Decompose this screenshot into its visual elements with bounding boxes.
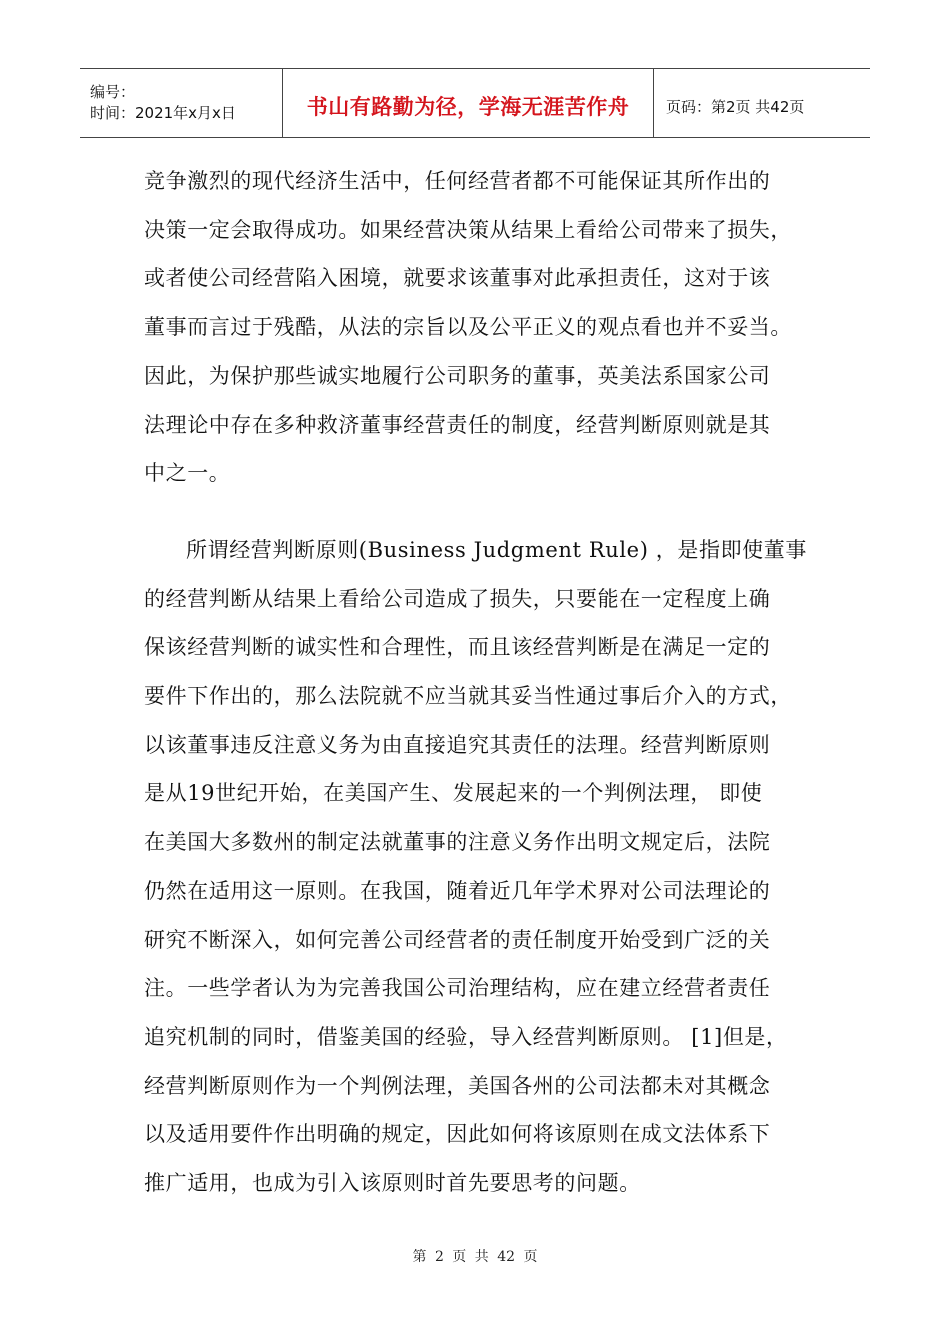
- text-line: 是从19世纪开始，在美国产生、发展起来的一个判例法理， 即使: [144, 781, 763, 806]
- header-motto: 书山有路勤为径，学海无涯苦作舟: [306, 95, 630, 119]
- text-line: 研究不断深入，如何完善公司经营者的责任制度开始受到广泛的关: [144, 927, 771, 952]
- paragraph-2: [144, 526, 808, 1208]
- document-time-label: 时间：2021年x月x日: [90, 104, 236, 122]
- paragraph-1: [144, 157, 808, 498]
- text-line: 保该经营判断的诚实性和合理性，而且该经营判断是在满足一定的: [144, 635, 771, 660]
- page-footer: [0, 1246, 950, 1266]
- text-line: 竞争激烈的现代经济生活中，任何经营者都不可能保证其所作出的: [144, 169, 771, 193]
- text-line: 的经营判断从结果上看给公司造成了损失，只要能在一定程度上确: [144, 586, 771, 611]
- text-line: 仍然在适用这一原则。在我国，随着近几年学术界对公司法理论的: [144, 878, 771, 903]
- page-header: [80, 68, 870, 138]
- text-line: 要件下作出的，那么法院就不应当就其妥当性通过事后介入的方式，: [144, 684, 792, 709]
- text-line: 在美国大多数州的制定法就董事的注意义务作出明文规定后，法院: [144, 830, 771, 855]
- document-body: [144, 157, 808, 1208]
- text-line: 因此，为保护那些诚实地履行公司职务的董事，英美法系国家公司: [144, 363, 771, 388]
- header-page-cell: [654, 69, 870, 137]
- footer-page-number: 第 2 页 共 42 页: [412, 1249, 538, 1265]
- text-line: 以该董事违反注意义务为由直接追究其责任的法理。经营判断原则: [144, 732, 771, 757]
- header-page-number: 页码：第2页 共42页: [666, 97, 805, 116]
- text-line: 董事而言过于残酷，从法的宗旨以及公平正义的观点看也并不妥当。: [144, 315, 792, 340]
- paragraph-spacer: [144, 498, 808, 526]
- text-line: 决策一定会取得成功。如果经营决策从结果上看给公司带来了损失，: [144, 217, 792, 242]
- document-number-label: 编号：: [90, 83, 136, 101]
- header-meta: [80, 69, 282, 137]
- text-line: 以及适用要件作出明确的规定，因此如何将该原则在成文法体系下: [144, 1122, 771, 1147]
- text-line: 中之一。: [144, 461, 231, 486]
- text-line: 或者使公司经营陷入困境，就要求该董事对此承担责任，这对于该: [144, 266, 771, 291]
- text-line: 注。一些学者认为为完善我国公司治理结构，应在建立经营者责任: [144, 976, 771, 1001]
- text-line: 法理论中存在多种救济董事经营责任的制度，经营判断原则就是其: [144, 412, 771, 437]
- text-line: 推广适用，也成为引入该原则时首先要思考的问题。: [144, 1171, 641, 1196]
- text-line: 追究机制的同时，借鉴美国的经验，导入经营判断原则。 [1]但是，: [144, 1024, 788, 1049]
- text-line: 所谓经营判断原则(Business Judgment Rule) ，是指即使董事: [186, 537, 807, 562]
- text-line: 经营判断原则作为一个判例法理，美国各州的公司法都未对其概念: [144, 1073, 771, 1098]
- header-motto-cell: [282, 69, 654, 137]
